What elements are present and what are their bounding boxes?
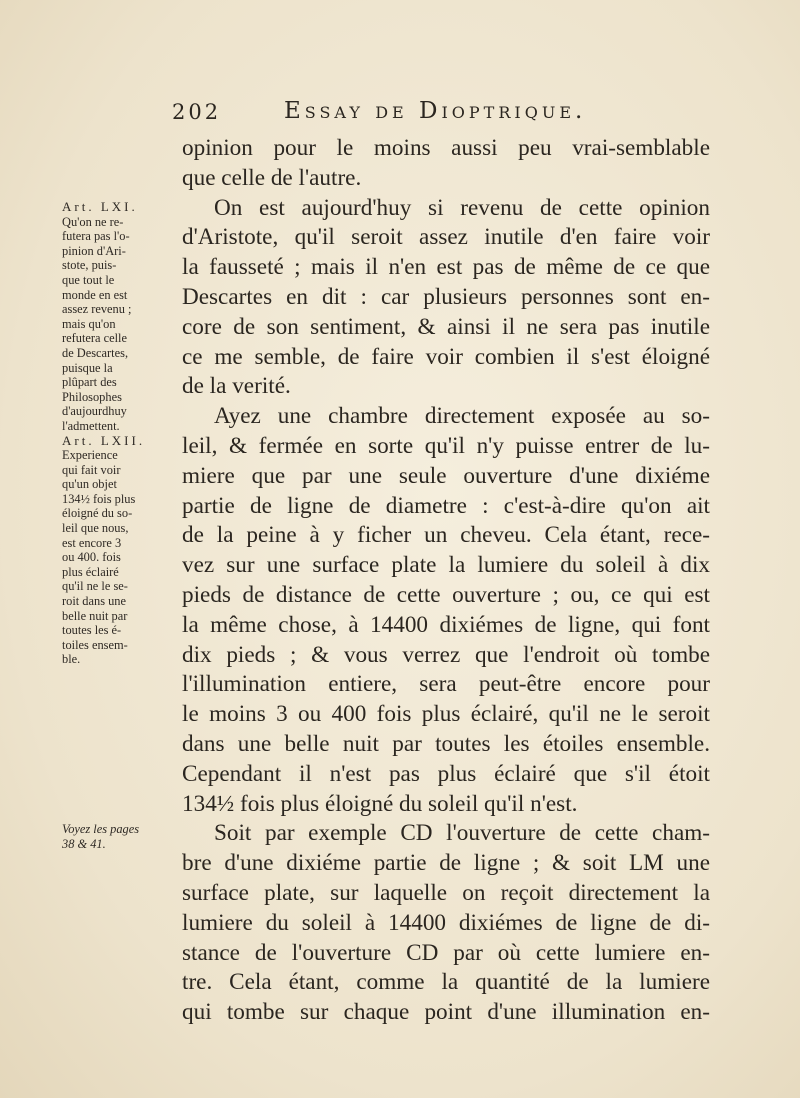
margin-note-articles — [62, 200, 180, 667]
margin-note-line: Experience — [62, 448, 118, 463]
text-line: la même chose, à 14400 dixiémes de ligne, qui font — [182, 611, 710, 638]
margin-note-line: qu'un objet — [62, 477, 117, 492]
text-line: core de son sentiment, & ainsi il ne sera pas inutile — [182, 313, 710, 340]
margin-note-line: Philosophes — [62, 389, 122, 404]
text-line: la fausseté ; mais il n'en est pas de même de ce que — [182, 254, 710, 281]
margin-note-line: de Descartes, — [62, 345, 129, 360]
text-line: qui tombe sur chaque point d'une illumination en- — [182, 999, 710, 1026]
margin-note-line: plus éclairé — [62, 564, 119, 579]
margin-note-line: monde en est — [62, 287, 128, 302]
margin-note-line: éloigné du so- — [62, 506, 133, 521]
text-line: opinion pour le moins aussi peu vrai-semblable — [182, 135, 710, 161]
margin-note-line: roit dans une — [62, 594, 127, 609]
margin-note-line: toiles ensem- — [62, 637, 128, 652]
margin-note-line: qui fait voir — [62, 462, 121, 477]
text-line: Cependant il n'est pas plus éclairé que s'il étoit — [182, 760, 710, 787]
text-line: On est aujourd'huy si revenu de cette opinion — [214, 194, 710, 221]
margin-note-line: l'admettent. — [62, 418, 120, 433]
text-line: lumiere du soleil à 14400 dixiémes de ligne de di- — [182, 909, 710, 936]
page-number: 202 — [172, 100, 222, 124]
margin-note-line: futera pas l'o- — [62, 229, 130, 244]
margin-note-line: pinion d'Ari- — [62, 243, 126, 258]
text-line: partie de ligne de diametre : c'est-à-dire qu'on ait — [182, 492, 710, 519]
text-line: bre d'une dixiéme partie de ligne ; & soit LM une — [182, 850, 710, 877]
text-line: ce me semble, de faire voir combien il s'est éloigné — [182, 343, 710, 370]
margin-note-line: toutes les é- — [62, 623, 122, 638]
margin-note-line: 134½ fois plus — [62, 491, 136, 506]
margin-note-line: refutera celle — [62, 331, 127, 346]
text-line: tre. Cela étant, comme la quantité de la lumiere — [182, 969, 710, 996]
margin-note-line: Voyez les pages — [62, 822, 140, 836]
margin-note-line: 38 & 41. — [62, 836, 106, 851]
text-line: vez sur une surface plate la lumiere du soleil à dix — [182, 552, 710, 579]
margin-note-line: Art. LXI. — [62, 199, 138, 214]
margin-note-line: plûpart des — [62, 375, 117, 390]
text-line: que celle de l'autre. — [182, 164, 362, 191]
text-line: Ayez une chambre directement exposée au so- — [214, 403, 710, 430]
margin-note-line: assez revenu ; — [62, 302, 132, 317]
margin-note-line: ou 400. fois — [62, 550, 121, 565]
text-line: surface plate, sur laquelle on reçoit directement la — [182, 879, 710, 906]
margin-note-line: que tout le — [62, 272, 115, 287]
text-line: Descartes en dit : car plusieurs personnes sont en- — [182, 283, 710, 310]
margin-note-line: leil que nous, — [62, 521, 129, 536]
margin-note-line: mais qu'on — [62, 316, 116, 331]
text-line: d'Aristote, qu'il seroit assez inutile d'en faire voir — [182, 224, 710, 251]
text-line: dans une belle nuit par toutes les étoiles ensemble. — [182, 730, 710, 757]
text-line: dix pieds ; & vous verrez que l'endroit où tombe — [182, 641, 710, 668]
text-line: Soit par exemple CD l'ouverture de cette cham- — [214, 820, 710, 847]
text-line: de la verité. — [182, 373, 291, 400]
text-line: 134½ fois plus éloigné du soleil qu'il n'est. — [182, 790, 578, 817]
page-header — [172, 96, 732, 130]
margin-note-line: belle nuit par — [62, 608, 128, 623]
margin-note-line: Art. LXII. — [62, 432, 146, 448]
margin-note-line: ble. — [62, 652, 81, 667]
text-line: pieds de distance de cette ouverture ; ou, ce qui est — [182, 581, 710, 608]
main-text-block — [182, 134, 710, 1028]
text-line: l'illumination entiere, sera peut-être encore pour — [182, 671, 710, 698]
text-line: miere que par une seule ouverture d'une dixiéme — [182, 462, 710, 489]
running-title: Essay de Dioptrique. — [284, 98, 587, 124]
text-line: stance de l'ouverture CD par où cette lumiere en- — [182, 939, 710, 966]
text-line: le moins 3 ou 400 fois plus éclairé, qu'il ne le seroit — [182, 701, 710, 728]
margin-note-line: Qu'on ne re- — [62, 214, 124, 229]
margin-note-reference — [62, 822, 180, 851]
text-line: de la peine à y ficher un cheveu. Cela étant, rece- — [182, 522, 710, 549]
margin-note-line: est encore 3 — [62, 535, 122, 550]
text-line: leil, & fermée en sorte qu'il n'y puisse entrer de lu- — [182, 432, 710, 459]
margin-note-line: puisque la — [62, 360, 113, 375]
margin-note-line: stote, puis- — [62, 258, 117, 273]
margin-note-line: d'aujourdhuy — [62, 404, 127, 419]
margin-note-line: qu'il ne le se- — [62, 579, 128, 594]
